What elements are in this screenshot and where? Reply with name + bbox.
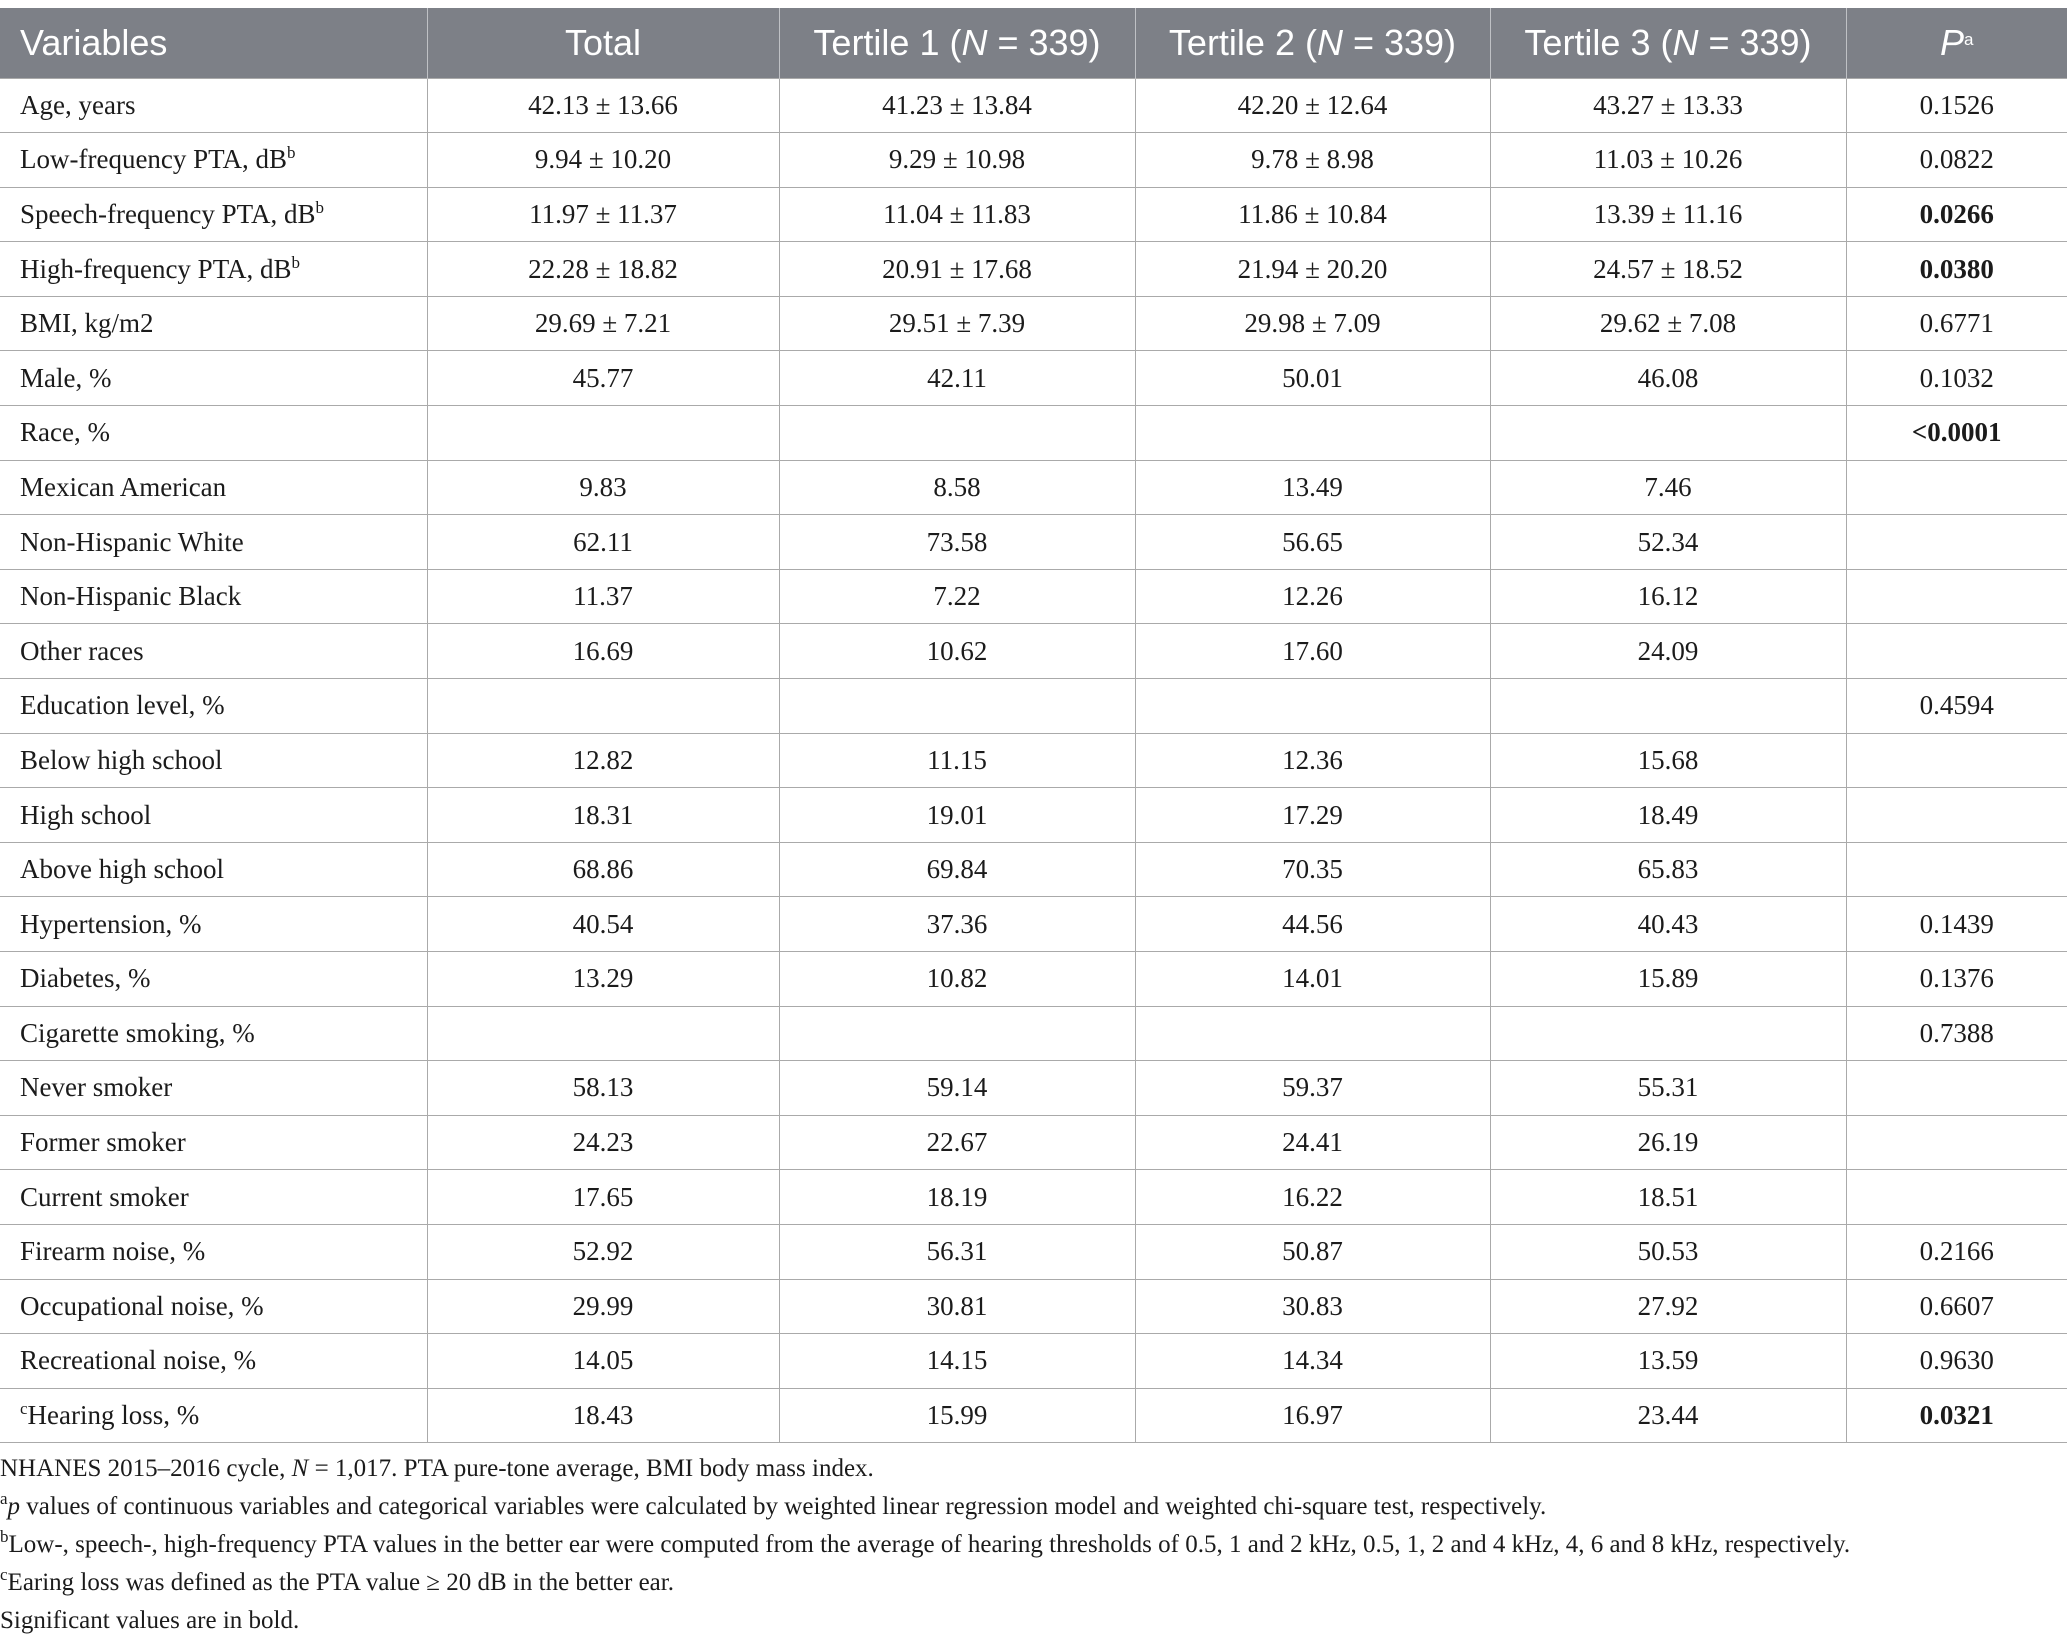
cell-tertile-2: 12.26: [1135, 569, 1490, 624]
cell-p-value: [1846, 1061, 2067, 1116]
footnote-b: $^b$Low-, speech-, high-frequency PTA values in the better ear were computed from the average of hearing thresholds of 0.5, 1 and 2 kHz, 0.5, 1, 2 and 4 kHz, 4, 6 and 8 kHz, respectively.: [0, 1527, 1851, 1558]
cell-tertile-2: 14.34: [1135, 1334, 1490, 1389]
cell-total: 12.82: [427, 733, 779, 788]
cell-p-value: 0.0266: [1846, 187, 2067, 242]
cell-tertile-3: 7.46: [1490, 460, 1846, 515]
cell-total: 13.29: [427, 952, 779, 1007]
cell-p-value: [1846, 1170, 2067, 1225]
variable-label: Education level, %: [20, 690, 225, 721]
table-row: [0, 788, 2067, 843]
variable-label: Occupational noise, %: [20, 1290, 264, 1321]
cell-total: 24.23: [427, 1115, 779, 1170]
table-row: [0, 460, 2067, 515]
variable-label: Male, %: [20, 362, 112, 393]
table-row: [0, 733, 2067, 788]
cell-tertile-1: 19.01: [779, 788, 1135, 843]
cell-tertile-2: 50.87: [1135, 1224, 1490, 1279]
cell-tertile-3: [1490, 406, 1846, 461]
cell-total: 11.97 ± 11.37: [427, 187, 779, 242]
cell-tertile-3: 50.53: [1490, 1224, 1846, 1279]
variable-label: Hypertension, %: [20, 908, 202, 939]
cell-tertile-1: 7.22: [779, 569, 1135, 624]
variable-label: Non-Hispanic Black: [20, 581, 242, 612]
footnote-marker: b: [315, 197, 324, 217]
table-row: [0, 78, 2067, 133]
cell-tertile-3: 40.43: [1490, 897, 1846, 952]
variable-label: Age, years: [20, 89, 136, 120]
characteristics-table: [0, 8, 2067, 1443]
header-total: Total: [427, 8, 779, 78]
cell-p-value: 0.1032: [1846, 351, 2067, 406]
table-row: [0, 1170, 2067, 1225]
table-row: [0, 1061, 2067, 1116]
cell-total: 29.99: [427, 1279, 779, 1334]
cell-tertile-2: 14.01: [1135, 952, 1490, 1007]
variable-label: High school: [20, 799, 152, 830]
cell-tertile-2: 12.36: [1135, 733, 1490, 788]
footnote-a: $^a$p values of continuous variables and categorical variables were calculated by weighted linear regression model and weighted chi-square test, respectively.: [0, 1489, 1547, 1520]
cell-tertile-2: [1135, 679, 1490, 734]
cell-tertile-2: 24.41: [1135, 1115, 1490, 1170]
cell-tertile-1: 59.14: [779, 1061, 1135, 1116]
cell-total: 62.11: [427, 515, 779, 570]
cell-p-value: [1846, 569, 2067, 624]
cell-tertile-3: 11.03 ± 10.26: [1490, 133, 1846, 188]
variable-label: Speech-frequency PTA, dB: [20, 198, 316, 229]
cell-total: 22.28 ± 18.82: [427, 242, 779, 297]
cell-tertile-2: 50.01: [1135, 351, 1490, 406]
cell-p-value: [1846, 788, 2067, 843]
footnote-marker: b: [291, 252, 301, 272]
cell-tertile-1: 30.81: [779, 1279, 1135, 1334]
cell-p-value: [1846, 460, 2067, 515]
cell-tertile-1: 10.82: [779, 952, 1135, 1007]
cell-total: 9.83: [427, 460, 779, 515]
variable-label: Other races: [20, 635, 144, 666]
cell-variable: [0, 296, 427, 351]
table-row: [0, 679, 2067, 734]
cell-tertile-1: 56.31: [779, 1224, 1135, 1279]
cell-p-value: 0.0380: [1846, 242, 2067, 297]
cell-variable: [0, 842, 427, 897]
cell-tertile-1: 22.67: [779, 1115, 1135, 1170]
cell-tertile-2: [1135, 406, 1490, 461]
variable-label: Below high school: [20, 744, 223, 775]
cell-tertile-3: 13.59: [1490, 1334, 1846, 1389]
cell-total: 29.69 ± 7.21: [427, 296, 779, 351]
cell-total: [427, 406, 779, 461]
cell-total: 9.94 ± 10.20: [427, 133, 779, 188]
cell-tertile-3: 27.92: [1490, 1279, 1846, 1334]
cell-variable: [0, 351, 427, 406]
cell-tertile-3: [1490, 1006, 1846, 1061]
table-row: [0, 1279, 2067, 1334]
cell-tertile-3: 43.27 ± 13.33: [1490, 78, 1846, 133]
cell-p-value: [1846, 1115, 2067, 1170]
cell-total: 45.77: [427, 351, 779, 406]
cell-variable: [0, 1388, 427, 1443]
table-row: [0, 624, 2067, 679]
cell-tertile-2: 42.20 ± 12.64: [1135, 78, 1490, 133]
footnote-source: NHANES 2015–2016 cycle, N = 1,017. PTA pure-tone average, BMI body mass index.: [0, 1455, 874, 1482]
cell-tertile-2: 56.65: [1135, 515, 1490, 570]
cell-tertile-1: 10.62: [779, 624, 1135, 679]
variable-label: Mexican American: [20, 471, 227, 502]
cell-variable: [0, 187, 427, 242]
cell-variable: [0, 788, 427, 843]
cell-p-value: <0.0001: [1846, 406, 2067, 461]
cell-total: [427, 679, 779, 734]
header-tertile-2: Tertile 2 (N = 339): [1135, 8, 1490, 78]
cell-p-value: [1846, 515, 2067, 570]
table-row: [0, 1115, 2067, 1170]
cell-tertile-3: 29.62 ± 7.08: [1490, 296, 1846, 351]
table-row: [0, 1224, 2067, 1279]
cell-tertile-1: 42.11: [779, 351, 1135, 406]
cell-p-value: 0.1439: [1846, 897, 2067, 952]
cell-total: 42.13 ± 13.66: [427, 78, 779, 133]
cell-p-value: [1846, 842, 2067, 897]
table-row: [0, 515, 2067, 570]
cell-p-value: 0.1526: [1846, 78, 2067, 133]
variable-label: Low-frequency PTA, dB: [20, 144, 288, 175]
cell-p-value: 0.0321: [1846, 1388, 2067, 1443]
variable-label: BMI, kg/m2: [20, 308, 154, 339]
cell-tertile-2: 59.37: [1135, 1061, 1490, 1116]
cell-tertile-1: 73.58: [779, 515, 1135, 570]
table-row: [0, 296, 2067, 351]
cell-variable: [0, 515, 427, 570]
table-footnotes: [0, 1450, 2067, 1640]
variable-label: Hearing loss, %: [27, 1400, 200, 1431]
variable-label: High-frequency PTA, dB: [20, 253, 292, 284]
table-row: [0, 351, 2067, 406]
cell-tertile-2: 30.83: [1135, 1279, 1490, 1334]
cell-p-value: [1846, 624, 2067, 679]
cell-p-value: 0.6771: [1846, 296, 2067, 351]
cell-p-value: [1846, 733, 2067, 788]
cell-tertile-1: 18.19: [779, 1170, 1135, 1225]
cell-variable: [0, 1006, 427, 1061]
table-row: [0, 952, 2067, 1007]
cell-tertile-3: 23.44: [1490, 1388, 1846, 1443]
cell-total: 17.65: [427, 1170, 779, 1225]
variable-label: Current smoker: [20, 1181, 189, 1212]
cell-variable: [0, 1334, 427, 1389]
cell-variable: [0, 733, 427, 788]
cell-variable: [0, 406, 427, 461]
cell-tertile-3: 52.34: [1490, 515, 1846, 570]
variable-label: Above high school: [20, 854, 224, 885]
cell-tertile-3: 16.12: [1490, 569, 1846, 624]
variable-label: Recreational noise, %: [20, 1345, 257, 1376]
cell-tertile-1: 11.04 ± 11.83: [779, 187, 1135, 242]
cell-total: 18.31: [427, 788, 779, 843]
cell-tertile-3: 15.89: [1490, 952, 1846, 1007]
cell-tertile-2: 70.35: [1135, 842, 1490, 897]
table-row: [0, 569, 2067, 624]
cell-tertile-2: 29.98 ± 7.09: [1135, 296, 1490, 351]
cell-variable: [0, 1115, 427, 1170]
cell-total: 11.37: [427, 569, 779, 624]
cell-tertile-2: 11.86 ± 10.84: [1135, 187, 1490, 242]
cell-variable: [0, 1170, 427, 1225]
cell-variable: [0, 242, 427, 297]
variable-label: Former smoker: [20, 1127, 186, 1158]
footnote-significance: Significant values are in bold.: [0, 1607, 300, 1634]
footnote-marker: c: [20, 1399, 28, 1419]
cell-p-value: 0.6607: [1846, 1279, 2067, 1334]
table-row: [0, 1006, 2067, 1061]
cell-total: 16.69: [427, 624, 779, 679]
cell-total: 68.86: [427, 842, 779, 897]
cell-variable: [0, 679, 427, 734]
cell-tertile-1: 11.15: [779, 733, 1135, 788]
variable-label: Never smoker: [20, 1072, 173, 1103]
cell-tertile-2: 16.97: [1135, 1388, 1490, 1443]
cell-variable: [0, 569, 427, 624]
variable-label: Non-Hispanic White: [20, 526, 244, 557]
cell-total: 14.05: [427, 1334, 779, 1389]
header-tertile-3: Tertile 3 (N = 339): [1490, 8, 1846, 78]
cell-variable: [0, 78, 427, 133]
cell-variable: [0, 460, 427, 515]
cell-tertile-3: [1490, 679, 1846, 734]
cell-tertile-1: 9.29 ± 10.98: [779, 133, 1135, 188]
cell-tertile-2: 16.22: [1135, 1170, 1490, 1225]
cell-tertile-2: 44.56: [1135, 897, 1490, 952]
table-row: [0, 187, 2067, 242]
cell-total: 52.92: [427, 1224, 779, 1279]
cell-p-value: 0.4594: [1846, 679, 2067, 734]
cell-tertile-1: 15.99: [779, 1388, 1135, 1443]
cell-total: 58.13: [427, 1061, 779, 1116]
cell-tertile-3: 15.68: [1490, 733, 1846, 788]
cell-total: [427, 1006, 779, 1061]
table-row: [0, 242, 2067, 297]
cell-variable: [0, 1224, 427, 1279]
cell-p-value: 0.0822: [1846, 133, 2067, 188]
footnote-marker: b: [287, 143, 296, 163]
cell-tertile-1: [779, 406, 1135, 461]
table-row: [0, 406, 2067, 461]
table-row: [0, 842, 2067, 897]
cell-tertile-1: [779, 1006, 1135, 1061]
cell-p-value: 0.1376: [1846, 952, 2067, 1007]
cell-tertile-3: 13.39 ± 11.16: [1490, 187, 1846, 242]
cell-variable: [0, 897, 427, 952]
cell-variable: [0, 133, 427, 188]
cell-variable: [0, 1061, 427, 1116]
cell-tertile-1: [779, 679, 1135, 734]
cell-p-value: 0.9630: [1846, 1334, 2067, 1389]
cell-tertile-3: 65.83: [1490, 842, 1846, 897]
variable-label: Cigarette smoking, %: [20, 1017, 255, 1048]
cell-tertile-1: 41.23 ± 13.84: [779, 78, 1135, 133]
header-tertile-1: Tertile 1 (N = 339): [779, 8, 1135, 78]
header-p-value: $P^a$: [1940, 21, 1974, 63]
cell-tertile-2: [1135, 1006, 1490, 1061]
cell-tertile-1: 37.36: [779, 897, 1135, 952]
cell-tertile-3: 24.09: [1490, 624, 1846, 679]
header-variables: Variables: [0, 8, 427, 78]
cell-tertile-2: 17.29: [1135, 788, 1490, 843]
cell-tertile-3: 26.19: [1490, 1115, 1846, 1170]
cell-tertile-1: 14.15: [779, 1334, 1135, 1389]
cell-p-value: 0.2166: [1846, 1224, 2067, 1279]
cell-p-value: 0.7388: [1846, 1006, 2067, 1061]
table-row: [0, 897, 2067, 952]
cell-tertile-3: 18.51: [1490, 1170, 1846, 1225]
cell-tertile-2: 21.94 ± 20.20: [1135, 242, 1490, 297]
table-row: [0, 1388, 2067, 1443]
cell-total: 18.43: [427, 1388, 779, 1443]
variable-label: Diabetes, %: [20, 963, 151, 994]
cell-tertile-2: 13.49: [1135, 460, 1490, 515]
cell-tertile-2: 17.60: [1135, 624, 1490, 679]
cell-variable: [0, 1279, 427, 1334]
cell-tertile-1: 29.51 ± 7.39: [779, 296, 1135, 351]
footnote-c: $^c$Earing loss was defined as the PTA value ≥ 20 dB in the better ear.: [0, 1565, 674, 1596]
cell-tertile-1: 8.58: [779, 460, 1135, 515]
cell-variable: [0, 624, 427, 679]
variable-label: Firearm noise, %: [20, 1236, 206, 1267]
variable-label: Race, %: [20, 417, 110, 448]
table-header-row: [0, 8, 2067, 78]
cell-tertile-1: 69.84: [779, 842, 1135, 897]
table-row: [0, 1334, 2067, 1389]
cell-variable: [0, 952, 427, 1007]
cell-tertile-3: 18.49: [1490, 788, 1846, 843]
cell-tertile-3: 24.57 ± 18.52: [1490, 242, 1846, 297]
cell-tertile-3: 46.08: [1490, 351, 1846, 406]
cell-tertile-1: 20.91 ± 17.68: [779, 242, 1135, 297]
cell-tertile-3: 55.31: [1490, 1061, 1846, 1116]
cell-tertile-2: 9.78 ± 8.98: [1135, 133, 1490, 188]
table-row: [0, 133, 2067, 188]
cell-total: 40.54: [427, 897, 779, 952]
